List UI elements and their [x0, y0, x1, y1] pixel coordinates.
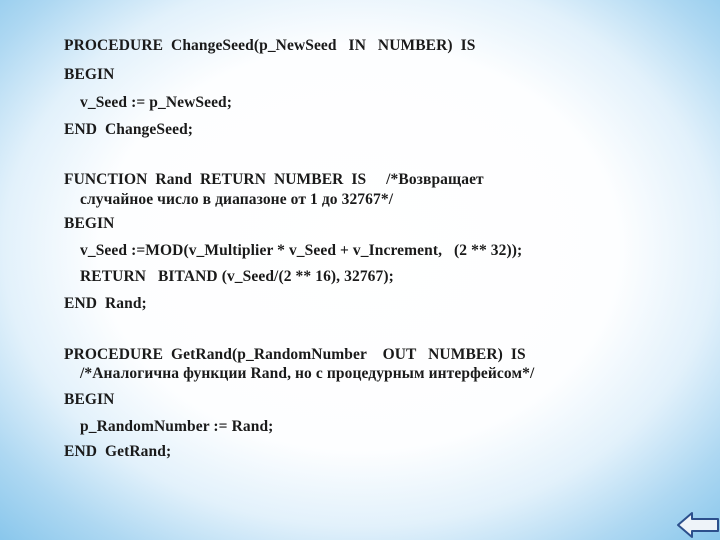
code-line-procedure-getrand: PROCEDURE GetRand(p_RandomNumber OUT NUMBER) IS: [64, 346, 526, 363]
code-line-end-getrand: END GetRand;: [64, 443, 172, 460]
code-line-begin: BEGIN: [64, 391, 115, 408]
code-listing: [64, 37, 664, 460]
code-comment-rand: случайное число в диапазоне от 1 до 32767*/: [80, 191, 394, 208]
code-line-assign-seed: v_Seed := p_NewSeed;: [80, 94, 233, 111]
code-line-begin: BEGIN: [64, 66, 115, 83]
code-line-assign-random: p_RandomNumber := Rand;: [80, 418, 274, 435]
back-button[interactable]: [676, 510, 720, 540]
code-line-begin: BEGIN: [64, 215, 115, 232]
code-comment-getrand: /*Аналогична функции Rand, но с процедурным интерфейсом*/: [80, 365, 535, 382]
code-line-function-rand: FUNCTION Rand RETURN NUMBER IS /*Возвращает: [64, 171, 484, 188]
code-line-mod-seed: v_Seed :=MOD(v_Multiplier * v_Seed + v_Increment, (2 ** 32));: [80, 242, 523, 259]
code-line-end-rand: END Rand;: [64, 295, 147, 312]
code-line-return-bitand: RETURN BITAND (v_Seed/(2 ** 16), 32767);: [80, 268, 394, 285]
left-arrow-icon: [676, 510, 720, 540]
code-line-end-changeseed: END ChangeSeed;: [64, 121, 194, 138]
code-line-procedure-changeseed: PROCEDURE ChangeSeed(p_NewSeed IN NUMBER) IS: [64, 37, 476, 54]
